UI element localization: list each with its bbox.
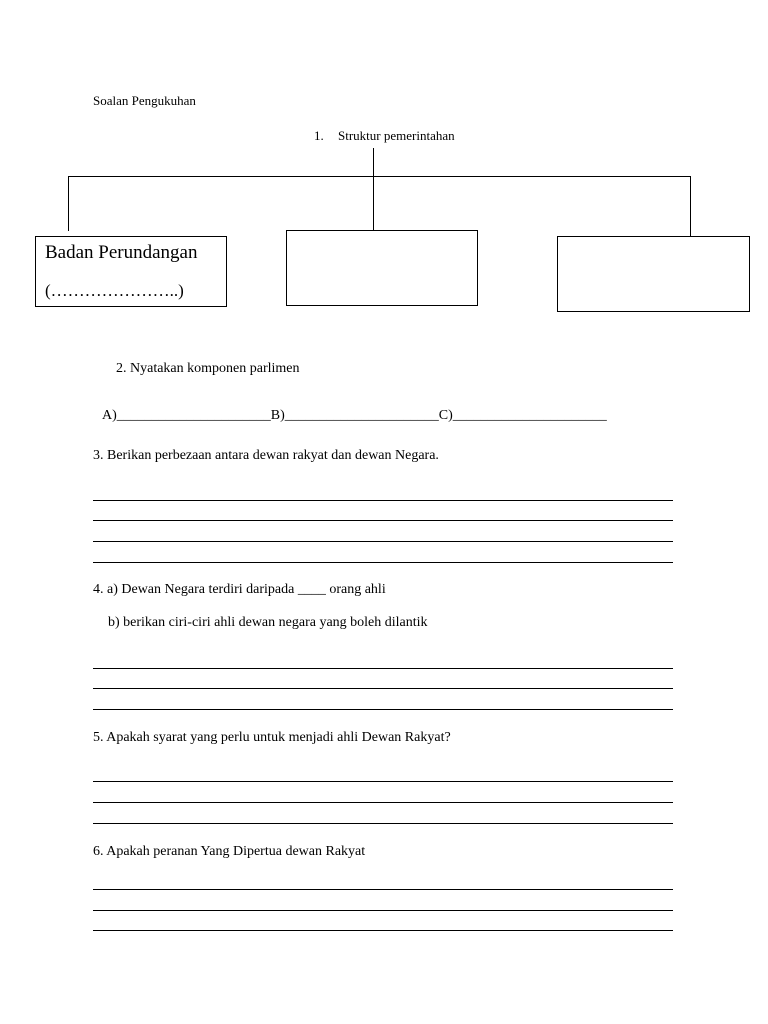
answer-line xyxy=(93,802,673,803)
q3-text: 3. Berikan perbezaan antara dewan rakyat dan dewan Negara. xyxy=(93,448,439,463)
q4b-text: b) berikan ciri-ciri ahli dewan negara yang boleh dilantik xyxy=(108,615,428,630)
answer-line xyxy=(93,688,673,689)
answer-line xyxy=(93,668,673,669)
q2-text: 2. Nyatakan komponen parlimen xyxy=(116,361,300,376)
answer-line xyxy=(93,930,673,931)
q5-text: 5. Apakah syarat yang perlu untuk menjadi ahli Dewan Rakyat? xyxy=(93,730,451,745)
answer-line xyxy=(93,562,673,563)
connector-horizontal xyxy=(68,176,691,177)
answer-line xyxy=(93,541,673,542)
connector-right-vertical xyxy=(690,176,691,236)
answer-line xyxy=(93,823,673,824)
chart-box-badan-perundangan xyxy=(35,236,227,307)
q1-number: 1. xyxy=(314,128,324,143)
chart-box-middle xyxy=(286,230,478,306)
connector-left-vertical xyxy=(68,176,69,231)
answer-line xyxy=(93,520,673,521)
chart-box-right xyxy=(557,236,750,312)
answer-line xyxy=(93,781,673,782)
q2-blanks: A)______________________B)______________________C)______________________ xyxy=(102,408,607,423)
q4a-text: 4. a) Dewan Negara terdiri daripada ____ orang ahli xyxy=(93,582,386,597)
worksheet-title: Soalan Pengukuhan xyxy=(93,93,196,108)
answer-line xyxy=(93,709,673,710)
answer-line xyxy=(93,889,673,890)
q6-text: 6. Apakah peranan Yang Dipertua dewan Rakyat xyxy=(93,844,366,859)
box1-blank: (…………………..) xyxy=(45,281,184,300)
answer-line xyxy=(93,910,673,911)
box1-label: Badan Perundangan xyxy=(45,242,198,263)
q1-title: Struktur pemerintahan xyxy=(338,128,455,143)
connector-center-vertical xyxy=(373,148,374,230)
answer-line xyxy=(93,500,673,501)
